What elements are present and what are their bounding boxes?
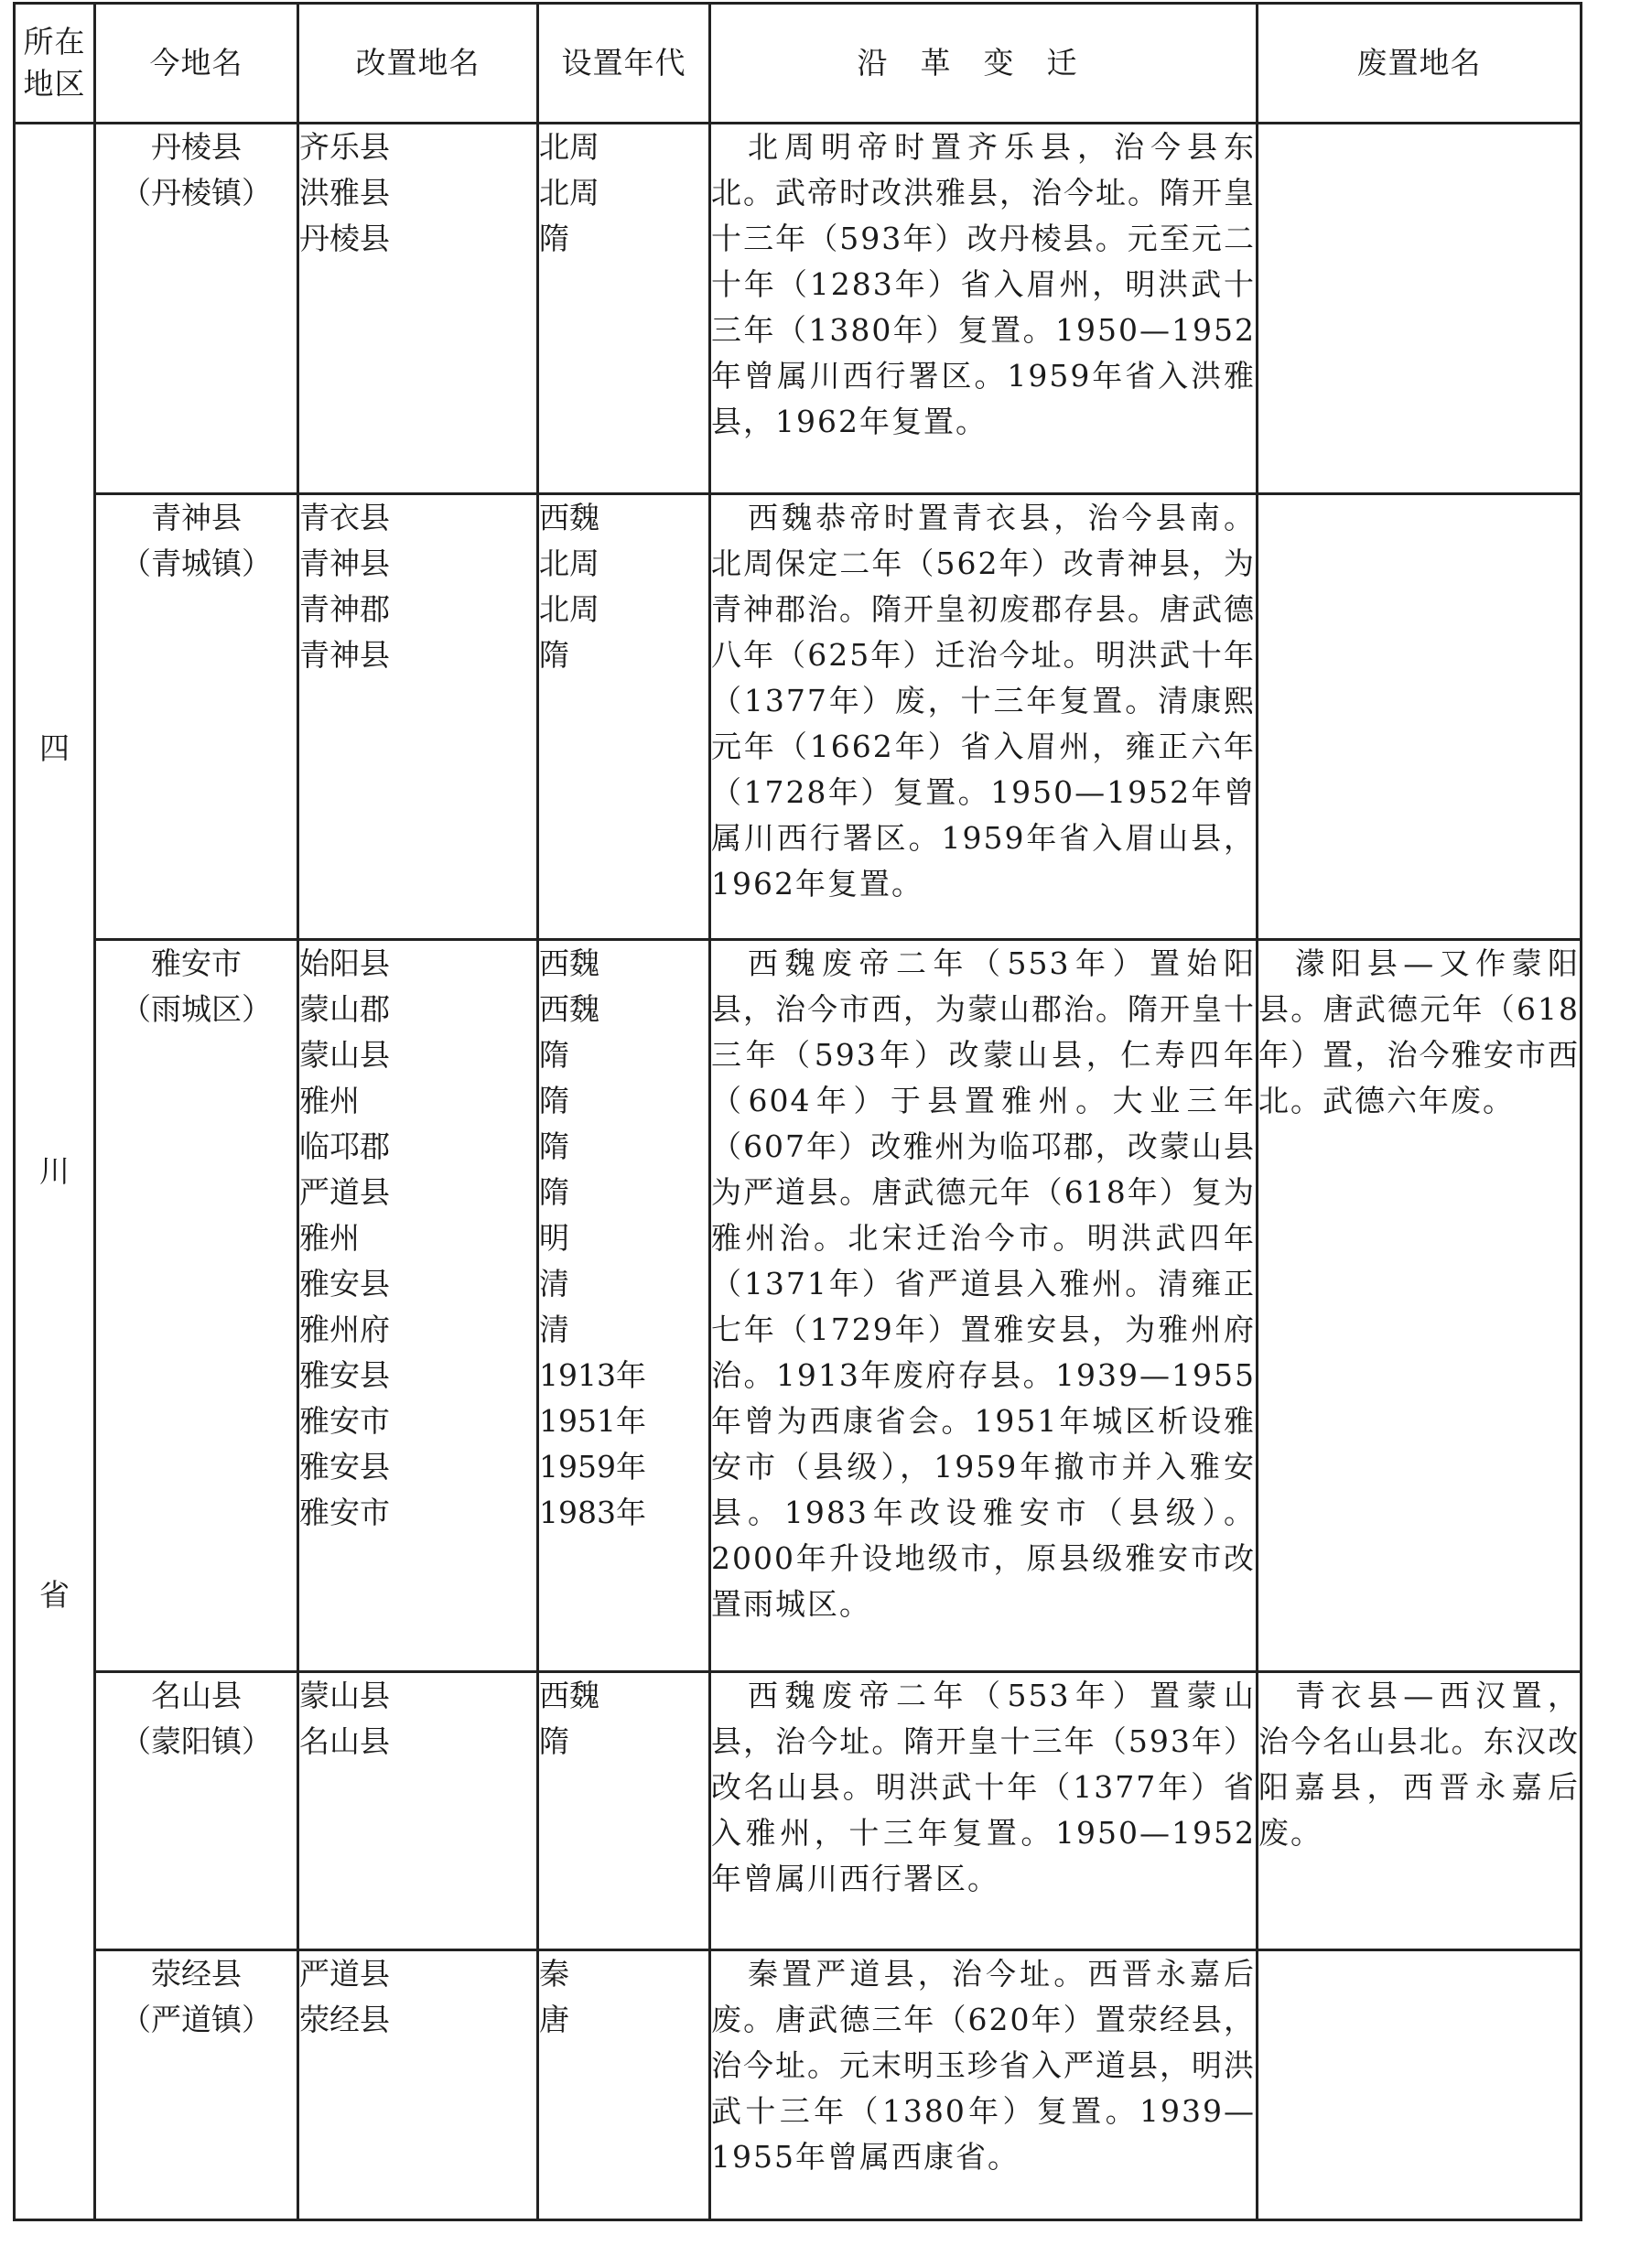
era-value: 清	[539, 1266, 569, 1301]
era-value: 北周	[539, 175, 599, 211]
era-value: 隋	[539, 1037, 569, 1073]
current-seat: （雨城区）	[121, 991, 272, 1027]
history-text: 秦置严道县，治今址。西晋永嘉后废。唐武德三年（620年）置荥经县，治今址。元末明玉珍省入严道县，明洪武十三年（1380年）复置。1939—1955年曾属西康省。	[710, 1950, 1258, 2220]
changed-name: 雅州府	[299, 1312, 390, 1347]
current-seat: （丹棱镇）	[121, 175, 272, 211]
era-value: 北周	[539, 545, 599, 581]
current-seat: （严道镇）	[121, 2002, 272, 2037]
region-cell	[15, 124, 95, 2220]
table-row	[15, 1672, 1582, 1950]
changed-name: 雅安市	[299, 1495, 390, 1530]
history-table	[13, 2, 1582, 2221]
era-value: 西魏	[539, 991, 599, 1027]
changed-name: 临邛郡	[299, 1128, 390, 1164]
changed-name: 洪雅县	[299, 175, 390, 211]
changed-name: 青神县	[299, 545, 390, 581]
changed-name: 名山县	[299, 1723, 390, 1759]
changed-name: 雅安县	[299, 1449, 390, 1485]
era-cell	[538, 1672, 710, 1950]
history-text: 西魏废帝二年（553年）置蒙山县，治今址。隋开皇十三年（593年）改名山县。明洪武十年（1377年）省入雅州，十三年复置。1950—1952年曾属川西行署区。	[710, 1672, 1258, 1950]
current-name-cell	[95, 494, 298, 940]
era-value: 隋	[539, 1723, 569, 1759]
changed-names-cell	[298, 1672, 538, 1950]
changed-name: 雅安市	[299, 1403, 390, 1439]
changed-names-cell	[298, 494, 538, 940]
era-value: 1983年	[539, 1495, 646, 1530]
era-value: 隋	[539, 637, 569, 673]
header-era: 设置年代	[538, 4, 710, 124]
era-value: 清	[539, 1312, 569, 1347]
table-row	[15, 124, 1582, 494]
region-char: 川	[39, 1153, 70, 1189]
era-value: 隋	[539, 1128, 569, 1164]
changed-name: 严道县	[299, 1956, 390, 1992]
abolished-text: 濛阳县—又作蒙阳县。唐武德元年（618年）置，治今雅安市西北。武德六年废。	[1258, 940, 1582, 1672]
changed-name: 蒙山县	[299, 1037, 390, 1073]
header-current-name: 今地名	[95, 4, 298, 124]
header-changed-name: 改置地名	[298, 4, 538, 124]
current-name: 荥经县	[151, 1956, 242, 1992]
current-name-cell	[95, 1950, 298, 2220]
history-text: 西魏恭帝时置青衣县，治今县南。北周保定二年（562年）改青神县，为青神郡治。隋开皇初废郡存县。唐武德八年（625年）迁治今址。明洪武十年（1377年）废，十三年复置。清康熙元年（1662年）省入眉州，雍正六年（1728年）复置。1950—1952年曾属川西行署区。1959年省入眉山县，1962年复置。	[710, 494, 1258, 940]
abolished-text	[1258, 1950, 1582, 2220]
era-value: 秦	[539, 1956, 569, 1992]
current-name-cell	[95, 124, 298, 494]
abolished-text	[1258, 124, 1582, 494]
changed-name: 青神郡	[299, 591, 390, 627]
changed-names-cell	[298, 1950, 538, 2220]
era-cell	[538, 494, 710, 940]
changed-name: 蒙山郡	[299, 991, 390, 1027]
changed-name: 丹棱县	[299, 221, 390, 256]
changed-name: 青神县	[299, 637, 390, 673]
era-value: 1959年	[539, 1449, 646, 1485]
changed-name: 齐乐县	[299, 129, 390, 165]
era-cell	[538, 124, 710, 494]
current-name: 丹棱县	[151, 129, 242, 165]
abolished-text: 青衣县—西汉置，治今名山县北。东汉改阳嘉县，西晋永嘉后废。	[1258, 1672, 1582, 1950]
era-value: 西魏	[539, 500, 599, 535]
changed-name: 荥经县	[299, 2002, 390, 2037]
changed-name: 雅州	[299, 1220, 360, 1256]
era-cell	[538, 1950, 710, 2220]
current-seat: （蒙阳镇）	[121, 1723, 272, 1759]
abolished-text	[1258, 494, 1582, 940]
era-cell	[538, 940, 710, 1672]
current-name-cell	[95, 940, 298, 1672]
current-name-cell	[95, 1672, 298, 1950]
era-value: 隋	[539, 221, 569, 256]
table-row	[15, 940, 1582, 1672]
changed-name: 雅安县	[299, 1266, 390, 1301]
era-value: 1951年	[539, 1403, 646, 1439]
era-value: 西魏	[539, 945, 599, 981]
region-char: 省	[39, 1576, 70, 1613]
era-value: 唐	[539, 2002, 569, 2037]
header-row	[15, 4, 1582, 124]
era-value: 西魏	[539, 1678, 599, 1713]
header-region: 所在地区	[15, 4, 95, 124]
era-value: 隋	[539, 1083, 569, 1118]
era-value: 北周	[539, 591, 599, 627]
changed-name: 始阳县	[299, 945, 390, 981]
changed-name: 雅州	[299, 1083, 360, 1118]
history-text: 北周明帝时置齐乐县，治今县东北。武帝时改洪雅县，治今址。隋开皇十三年（593年）改丹棱县。元至元二十年（1283年）省入眉州，明洪武十三年（1380年）复置。1950—1952年曾属川西行署区。1959年省入洪雅县，1962年复置。	[710, 124, 1258, 494]
era-value: 1913年	[539, 1357, 646, 1393]
changed-name: 雅安县	[299, 1357, 390, 1393]
header-history: 沿革变迁	[710, 4, 1258, 124]
changed-name: 青衣县	[299, 500, 390, 535]
history-text: 西魏废帝二年（553年）置始阳县，治今市西，为蒙山郡治。隋开皇十三年（593年）改蒙山县，仁寿四年（604年）于县置雅州。大业三年（607年）改雅州为临邛郡，改蒙山县为严道县。唐武德元年（618年）复为雅州治。北宋迁治今市。明洪武四年（1371年）省严道县入雅州。清雍正七年（1729年）置雅安县，为雅州府治。1913年废府存县。1939—1955年曾为西康省会。1951年城区析设雅安市（县级），1959年撤市并入雅安县。1983年改设雅安市（县级）。2000年升设地级市，原县级雅安市改置雨城区。	[710, 940, 1258, 1672]
current-name: 青神县	[151, 500, 242, 535]
era-value: 明	[539, 1220, 569, 1256]
current-seat: （青城镇）	[121, 545, 272, 581]
changed-names-cell	[298, 124, 538, 494]
current-name: 名山县	[151, 1678, 242, 1713]
changed-names-cell	[298, 940, 538, 1672]
changed-name: 严道县	[299, 1174, 390, 1210]
table-row	[15, 494, 1582, 940]
table-row	[15, 1950, 1582, 2220]
header-abolished: 废置地名	[1258, 4, 1582, 124]
era-value: 隋	[539, 1174, 569, 1210]
changed-name: 蒙山县	[299, 1678, 390, 1713]
current-name: 雅安市	[151, 945, 242, 981]
region-char: 四	[39, 729, 70, 766]
era-value: 北周	[539, 129, 599, 165]
